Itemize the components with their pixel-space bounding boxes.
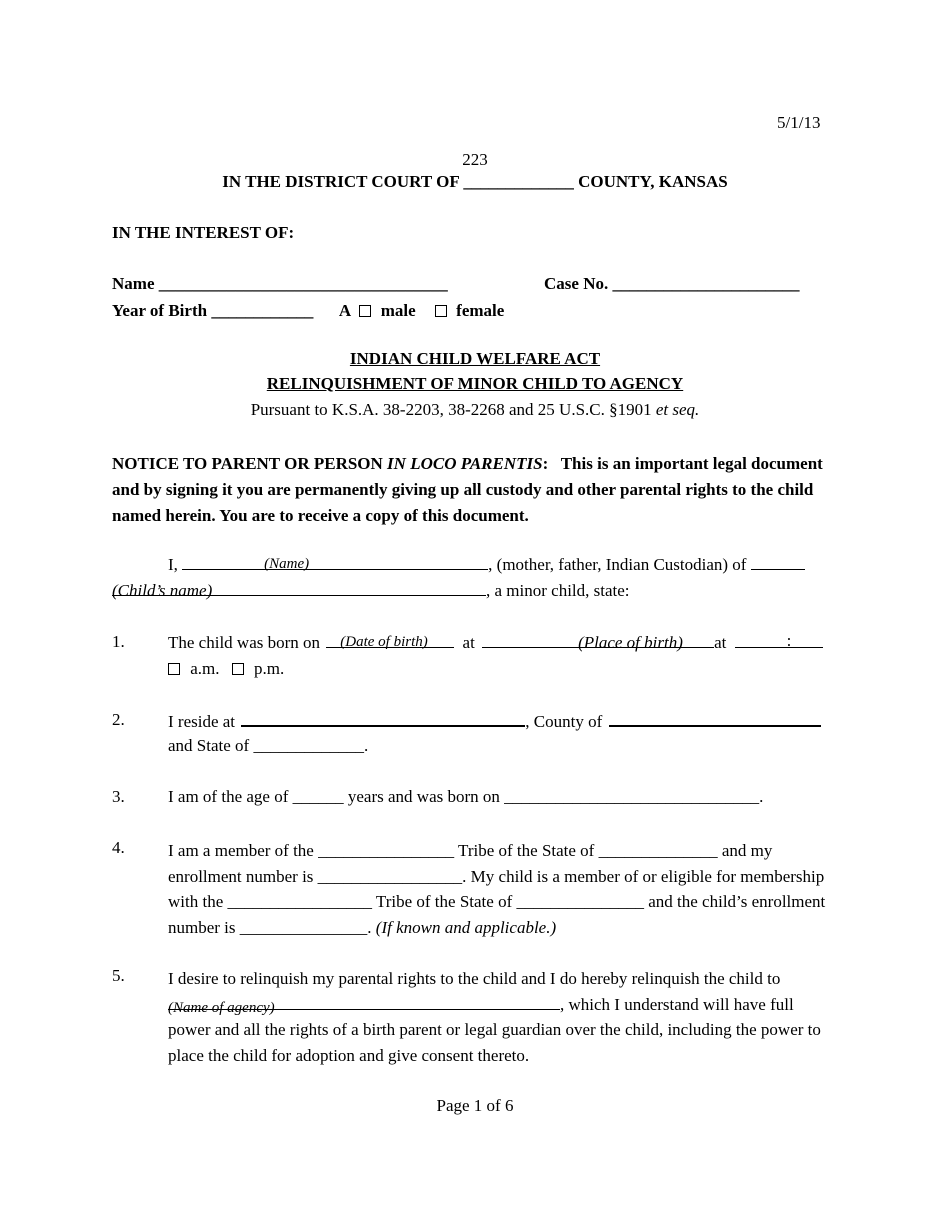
residence-county-field[interactable] <box>609 710 821 727</box>
item-2-text: I reside at <box>168 712 236 731</box>
pm-checkbox[interactable] <box>232 663 244 675</box>
court-prefix: IN THE DISTRICT COURT OF <box>222 172 460 191</box>
year-of-birth-row <box>112 301 504 321</box>
parent-birth-date-field[interactable]: ______________________________ <box>504 787 760 806</box>
notice-colon: : <box>542 454 549 473</box>
pm-label: p.m. <box>254 659 285 678</box>
date-of-birth-hint: (Date of birth) <box>340 634 428 650</box>
year-of-birth-label: Year of Birth <box>112 301 208 320</box>
residence-address-field[interactable] <box>241 710 525 727</box>
item-2-county: , County of <box>525 712 603 731</box>
item-3-text-a: I am of the age of <box>168 787 289 806</box>
time-colon: : <box>786 631 792 650</box>
notice-loco: IN LOCO PARENTIS <box>387 454 543 473</box>
female-label: female <box>456 301 505 320</box>
item-5-number: 5. <box>112 966 125 985</box>
item-3-text-b: years and was born on <box>347 787 500 806</box>
item-5-paragraph <box>168 966 840 1068</box>
notice-paragraph <box>112 451 832 529</box>
agency-name-field[interactable] <box>168 994 560 1016</box>
form-number: 223 <box>462 150 488 169</box>
item-4-number: 4. <box>112 838 125 857</box>
item-1-at-2: at <box>714 633 727 652</box>
child-name-field[interactable] <box>112 580 486 600</box>
agency-name-hint: (Name of agency) <box>168 999 275 1016</box>
item-5-text-b: , which I understand will have full power and all the rights of a birth parent or legal guardian over the child, including the power to place the child for adoption and give consent thereto. <box>168 994 821 1065</box>
item-2-number: 2. <box>112 710 125 729</box>
case-row <box>544 274 799 294</box>
title-act: INDIAN CHILD WELFARE ACT <box>349 349 601 368</box>
intro-minor: , a minor child, state: <box>486 581 630 600</box>
item-2-period: . <box>363 736 369 755</box>
item-1-line-1 <box>168 632 823 653</box>
a-label: A <box>338 301 351 320</box>
time-of-birth-field[interactable] <box>735 632 823 648</box>
date-of-birth-field[interactable] <box>326 632 454 648</box>
intro-relation: , (mother, father, Indian Custodian) of <box>488 555 747 574</box>
item-3-period: . <box>759 787 764 806</box>
intro-line-1 <box>168 554 805 575</box>
item-2-line-1 <box>168 710 821 732</box>
interest-of-heading: IN THE INTEREST OF: <box>112 223 295 242</box>
item-4-note: (If known and applicable.) <box>375 917 557 937</box>
form-date: 5/1/13 <box>777 113 821 132</box>
am-label: a.m. <box>190 659 220 678</box>
residence-state-field[interactable]: _____________ <box>253 736 364 755</box>
item-3-line <box>168 787 763 807</box>
item-1-line-2 <box>168 659 284 679</box>
name-row <box>112 274 448 294</box>
male-label: male <box>380 301 416 320</box>
child-name-field-start[interactable] <box>751 554 805 570</box>
name-field[interactable]: __________________________________ <box>158 274 448 293</box>
item-4-paragraph <box>168 838 840 940</box>
male-checkbox[interactable] <box>359 305 371 317</box>
female-checkbox[interactable] <box>435 305 447 317</box>
case-number-field[interactable]: ______________________ <box>612 274 800 293</box>
intro-i: I, <box>168 555 178 574</box>
child-name-hint: (Child’s name) <box>112 581 213 600</box>
intro-line-2 <box>112 580 630 601</box>
year-of-birth-field[interactable]: ____________ <box>211 301 314 320</box>
parent-age-field[interactable]: ______ <box>292 787 344 806</box>
item-3-number: 3. <box>112 787 125 806</box>
pursuant-text: Pursuant to K.S.A. 38-2203, 38-2268 and 25 U.S.C. §1901 <box>250 400 652 419</box>
court-suffix: COUNTY, KANSAS <box>578 172 728 191</box>
et-seq-text: et seq. <box>655 400 700 419</box>
item-2-state-label: and State of <box>168 736 250 755</box>
parent-name-field[interactable] <box>182 554 488 570</box>
item-4-text: I am a member of the ________________ Tribe of the State of ______________ and my enrollment number is _________________. My child is a member of or eligible for membership with the _________________ Tribe of the State of _______________ and the child’s enrollment number is _______________. <box>168 841 826 937</box>
notice-lead: NOTICE TO PARENT OR PERSON <box>112 454 383 473</box>
item-1-number: 1. <box>112 632 125 651</box>
name-label: Name <box>112 274 155 293</box>
parent-name-hint: (Name) <box>264 556 310 572</box>
am-checkbox[interactable] <box>168 663 180 675</box>
title-relinquishment: RELINQUISHMENT OF MINOR CHILD TO AGENCY <box>266 374 684 393</box>
place-of-birth-field[interactable] <box>482 632 714 652</box>
court-heading <box>0 172 950 192</box>
item-2-line-2 <box>168 736 368 756</box>
county-field[interactable]: _____________ <box>463 172 574 191</box>
case-label: Case No. <box>544 274 609 293</box>
notice-body: This is an important legal document and by signing it you are permanently giving up all custody and other parental rights to the child named herein. You are to receive a copy of this document. <box>112 454 823 525</box>
item-1-at: at <box>462 633 475 652</box>
page-number: Page 1 of 6 <box>436 1096 514 1115</box>
item-1-text: The child was born on <box>168 633 321 652</box>
pursuant-line <box>0 400 950 420</box>
place-of-birth-hint: (Place of birth) <box>578 633 683 652</box>
item-5-text-a: I desire to relinquish my parental rights to the child and I do hereby relinquish the child to <box>168 969 781 988</box>
